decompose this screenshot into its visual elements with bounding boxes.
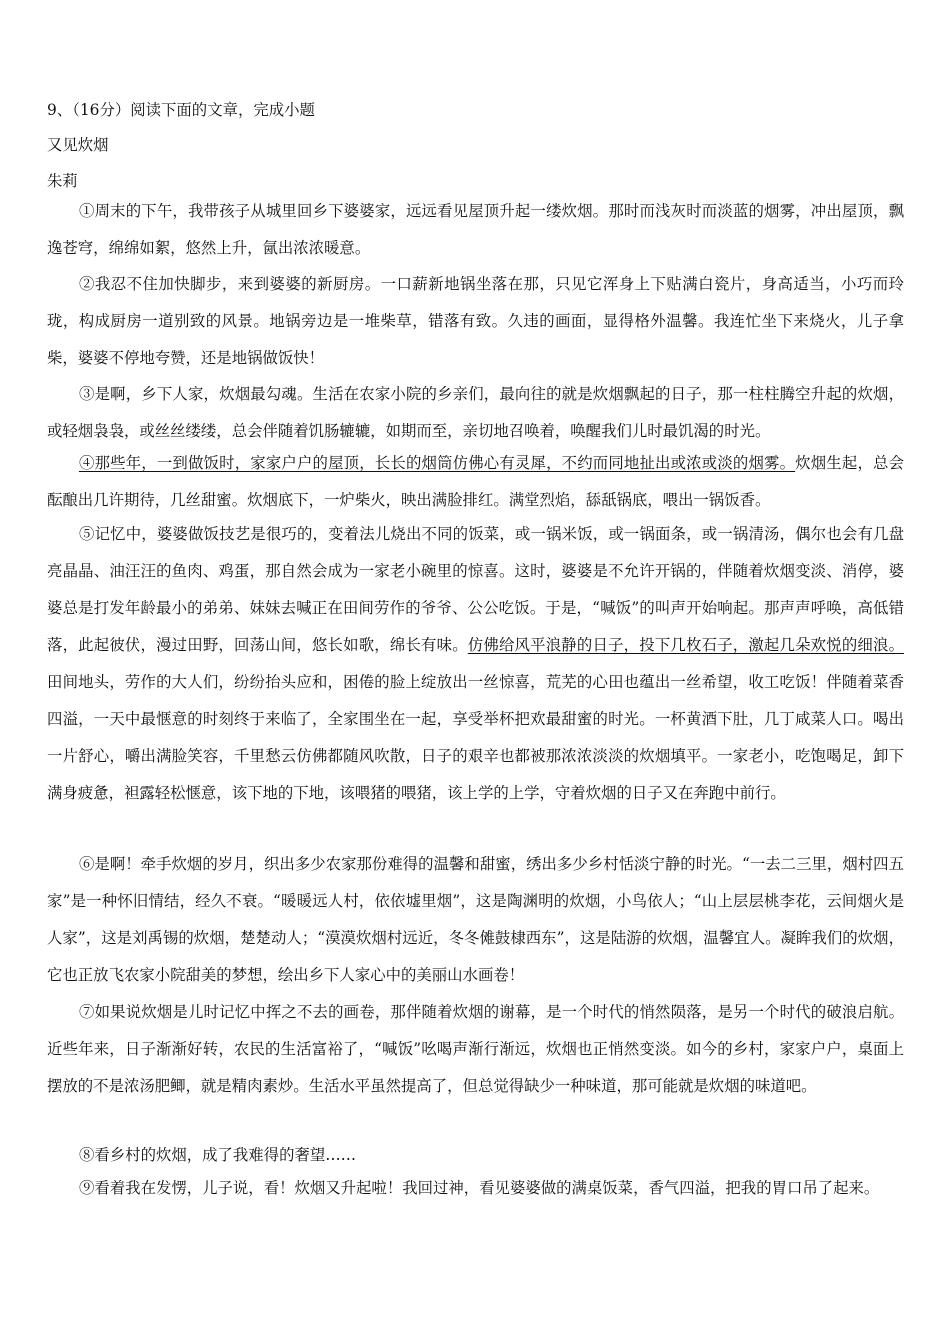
- paragraph-5: [47, 516, 904, 812]
- paragraph-1: ①周末的下午，我带孩子从城里回乡下婆婆家，远远看见屋顶升起一缕炊烟。那时而浅灰时而淡蓝的烟雾，冲出屋顶，飘逸苍穹，绵绵如絮，悠然上升，氤出浓浓暖意。: [47, 202, 904, 257]
- underlined-sentence-1: ④那些年，一到做饭时，家家户户的屋顶，长长的烟筒仿佛心有灵犀，不约而同地扯出或浓或淡的烟雾。: [79, 454, 796, 472]
- paragraph-5-after: 田间地头，劳作的大人们，纷纷抬头应和，困倦的脸上绽放出一丝惊喜，荒芜的心田也蕴出一丝希望，收工吃饭！伴随着菜香四溢，一天中最惬意的时刻终于来临了，全家围坐在一起，享受举杯把欢最甜蜜的时光。一杯黄酒下肚，几丁咸菜人口。喝出一片舒心，嚼出满脸笑容，千里愁云仿佛都随风吹散，日子的艰辛也都被那浓浓淡淡的炊烟填平。一家老小，吃饱喝足，卸下满身疲惫，袒露轻松惬意，该下地的下地，该喂猪的喂猪，该上学的上学，守着炊烟的日子又在奔跑中前行。: [47, 673, 904, 802]
- paragraph-6: ⑥是啊！牵手炊烟的岁月，织出多少农家那份难得的温馨和甜蜜，绣出多少乡村恬淡宁静的时光。“一去二三里，烟村四五家”是一种怀旧情结，经久不衰。“暖暖远人村，依依墟里烟”，这是陶渊明的炊烟，小鸟依人；“山上层层桃李花，云间烟火是人家”，这是刘禹锡的炊烟，楚楚动人；“漠漠炊烟村远近，冬冬傩鼓棣西东”，这是陆游的炊烟，温馨宜人。凝眸我们的炊烟，它也正放飞农家小院甜美的梦想，绘出乡下人家心中的美丽山水画卷！: [47, 855, 904, 984]
- article-author: 朱莉: [47, 172, 78, 190]
- underlined-sentence-2: 仿佛给风平浪静的日子，投下几枚石子，激起几朵欢悦的细浪。: [467, 636, 904, 654]
- question-heading: 9、（16分）阅读下面的文章，完成小题: [47, 101, 315, 119]
- paragraph-3: ③是啊，乡下人家，炊烟最勾魂。生活在农家小院的乡亲们，最向往的就是炊烟飘起的日子，那一柱柱腾空升起的炊烟，或轻烟袅袅，或丝丝缕缕，总会伴随着饥肠辘辘，如期而至，亲切地召唤着，唤醒我们儿时最饥渴的时光。: [47, 385, 904, 440]
- paragraph-9: ⑨看着我在发愣，儿子说，看！炊烟又升起啦！我回过神，看见婆婆做的满桌饭菜，香气四溢，把我的胃口吊了起来。: [79, 1179, 880, 1197]
- paragraph-4-rest: 炊烟生起，总会酝酿出几许期待，几丝甜蜜。炊烟底下，一炉柴火，映出满脸排红。满堂烈焰，舔舐锅底，喂出一锅饭香。: [47, 454, 904, 509]
- paragraph-7: ⑦如果说炊烟是儿时记忆中挥之不去的画卷，那伴随着炊烟的谢幕，是一个时代的悄然陨落，是另一个时代的破浪启航。近些年来，日子渐渐好转，农民的生活富裕了，“喊饭”吆喝声渐行渐远，炊烟也正悄然变淡。如今的乡村，家家户户，桌面上摆放的不是浓汤肥鲫，就是精肉素炒。生活水平虽然提高了，但总觉得缺少一种味道，那可能就是炊烟的味道吧。: [47, 1003, 904, 1095]
- paragraph-2: ②我忍不住加快脚步，来到婆婆的新厨房。一口薪新地锅坐落在那，只见它浑身上下贴满白瓷片，身高适当，小巧而玲珑，构成厨房一道别致的风景。地锅旁边是一堆柴草，错落有致。久违的画面，显得格外温馨。我连忙坐下来烧火，儿子拿柴，婆婆不停地夸赞，还是地锅做饭快！: [47, 275, 904, 367]
- paragraph-4: [47, 445, 904, 519]
- paragraph-5-before: ⑤记忆中，婆婆做饭技艺是很巧的，变着法儿烧出不同的饭菜，或一锅米饭，或一锅面条，或一锅清汤，偶尔也会有几盘亮晶晶、油汪汪的鱼肉、鸡蛋，那自然会成为一家老小碗里的惊喜。这时，婆婆是不允许开锅的，伴随着炊烟变淡、消停，婆婆总是打发年龄最小的弟弟、妹妹去喊正在田间劳作的爷爷、公公吃饭。于是，“喊饭”的叫声开始响起。那声声呼唤，高低错落，此起彼伏，漫过田野，回荡山间，悠长如歌，绵长有味。: [47, 525, 904, 654]
- paragraph-8: ⑧看乡村的炊烟，成了我难得的奢望……: [79, 1146, 357, 1164]
- article-title: 又见炊烟: [47, 136, 109, 154]
